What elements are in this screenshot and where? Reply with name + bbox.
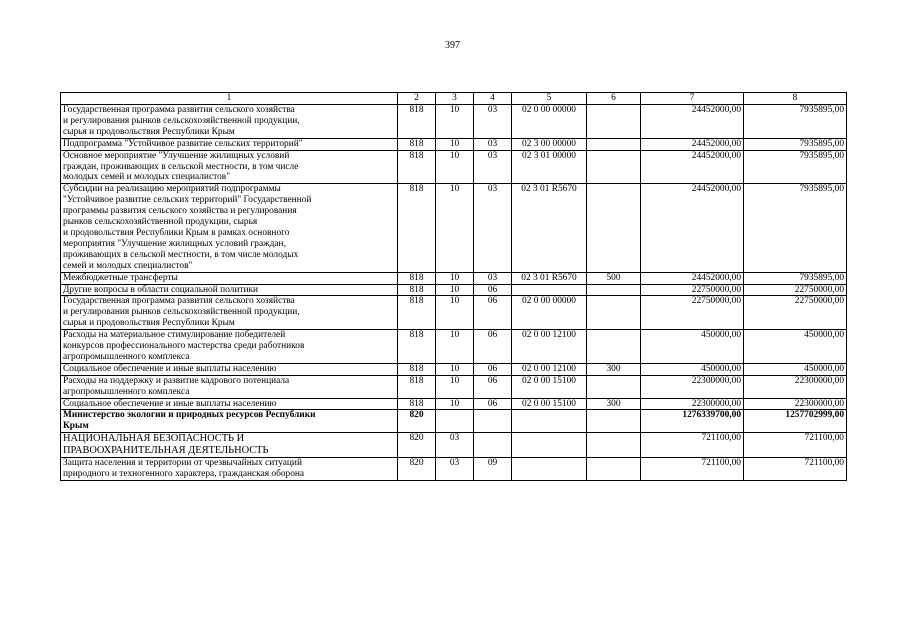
row-grbs-cell: 818	[398, 398, 436, 410]
header-row	[61, 93, 847, 105]
row-name-cell: Социальное обеспечение и иные выплаты населению	[61, 363, 398, 375]
row-subsection-cell: 03	[474, 105, 512, 139]
row-amount-2-cell: 22300000,00	[744, 375, 847, 398]
table-row	[61, 458, 847, 481]
row-amount-1-cell: 22750000,00	[641, 284, 744, 296]
row-grbs-cell: 820	[398, 433, 436, 458]
row-name-cell: Расходы на материальное стимулирование победителей конкурсов профессионального мастерства среди работников агропромышленного комплекса	[61, 330, 398, 364]
row-subsection-cell: 03	[474, 272, 512, 284]
row-subsection-cell: 06	[474, 330, 512, 364]
row-subsection-cell	[474, 433, 512, 458]
row-name-cell: Государственная программа развития сельского хозяйства и регулирования рынков сельскохозяйственной продукции, сырья и продовольствия Республики Крым	[61, 296, 398, 330]
header-cell: 4	[474, 93, 512, 105]
row-grbs-cell: 820	[398, 410, 436, 433]
row-amount-1-cell: 450000,00	[641, 330, 744, 364]
row-amount-2-cell: 1257702999,00	[744, 410, 847, 433]
row-amount-1-cell: 1276339700,00	[641, 410, 744, 433]
row-expense-type-cell: 300	[587, 363, 641, 375]
row-subsection-cell: 03	[474, 184, 512, 272]
header-cell: 7	[641, 93, 744, 105]
page-number: 397	[445, 40, 460, 51]
row-target-article-cell: 02 0 00 12100	[512, 330, 587, 364]
row-name-cell: Подпрограмма "Устойчивое развитие сельских территорий"	[61, 138, 398, 150]
table-body	[61, 105, 847, 481]
row-grbs-cell: 818	[398, 363, 436, 375]
row-target-article-cell: 02 3 01 00000	[512, 150, 587, 184]
row-amount-2-cell: 22750000,00	[744, 296, 847, 330]
row-section-cell: 10	[436, 284, 474, 296]
row-expense-type-cell	[587, 375, 641, 398]
row-amount-2-cell: 721100,00	[744, 458, 847, 481]
row-amount-2-cell: 7935895,00	[744, 272, 847, 284]
row-section-cell	[436, 410, 474, 433]
row-expense-type-cell	[587, 433, 641, 458]
table-row	[61, 433, 847, 458]
row-grbs-cell: 818	[398, 296, 436, 330]
row-target-article-cell	[512, 284, 587, 296]
table-row	[61, 375, 847, 398]
row-grbs-cell: 818	[398, 184, 436, 272]
row-amount-2-cell: 7935895,00	[744, 105, 847, 139]
row-expense-type-cell	[587, 105, 641, 139]
row-target-article-cell: 02 0 00 00000	[512, 105, 587, 139]
row-amount-1-cell: 24452000,00	[641, 272, 744, 284]
row-name-cell: Субсидии на реализацию мероприятий подпрограммы "Устойчивое развитие сельских территорий" Государственной программы развития сельского хозяйства и регулирования рынков сельскохозяйственной продукции, сырья и продовольствия Республики Крым в рамках основного мероприятия "Улучшение жилищных условий граждан, проживающих в сельской местности, в том числе молодых семей и молодых специалистов"	[61, 184, 398, 272]
table-row	[61, 398, 847, 410]
row-name-cell: Государственная программа развития сельского хозяйства и регулирования рынков сельскохозяйственной продукции, сырья и продовольствия Республики Крым	[61, 105, 398, 139]
row-expense-type-cell	[587, 138, 641, 150]
row-expense-type-cell	[587, 150, 641, 184]
row-amount-2-cell: 450000,00	[744, 330, 847, 364]
row-amount-2-cell: 22750000,00	[744, 284, 847, 296]
row-grbs-cell: 818	[398, 138, 436, 150]
row-amount-1-cell: 24452000,00	[641, 138, 744, 150]
row-amount-1-cell: 24452000,00	[641, 150, 744, 184]
row-amount-1-cell: 22750000,00	[641, 296, 744, 330]
row-target-article-cell: 02 3 00 00000	[512, 138, 587, 150]
row-subsection-cell: 03	[474, 138, 512, 150]
row-amount-2-cell: 7935895,00	[744, 138, 847, 150]
row-section-cell: 10	[436, 150, 474, 184]
header-cell: 6	[587, 93, 641, 105]
row-section-cell: 10	[436, 363, 474, 375]
row-subsection-cell: 06	[474, 296, 512, 330]
row-target-article-cell: 02 0 00 00000	[512, 296, 587, 330]
row-target-article-cell: 02 0 00 15100	[512, 398, 587, 410]
row-grbs-cell: 818	[398, 272, 436, 284]
table-row	[61, 296, 847, 330]
row-expense-type-cell	[587, 284, 641, 296]
table-row	[61, 272, 847, 284]
row-name-cell: Расходы на поддержку и развитие кадрового потенциала агропромышленного комплекса	[61, 375, 398, 398]
row-amount-1-cell: 24452000,00	[641, 184, 744, 272]
row-section-cell: 10	[436, 398, 474, 410]
row-name-cell: Другие вопросы в области социальной политики	[61, 284, 398, 296]
row-grbs-cell: 818	[398, 150, 436, 184]
row-name-cell: Социальное обеспечение и иные выплаты населению	[61, 398, 398, 410]
budget-table	[60, 92, 847, 481]
row-amount-1-cell: 24452000,00	[641, 105, 744, 139]
row-section-cell: 10	[436, 375, 474, 398]
table-row	[61, 138, 847, 150]
row-target-article-cell: 02 3 01 R5670	[512, 184, 587, 272]
row-grbs-cell: 818	[398, 105, 436, 139]
row-subsection-cell: 06	[474, 363, 512, 375]
row-expense-type-cell	[587, 184, 641, 272]
row-target-article-cell: 02 3 01 R5670	[512, 272, 587, 284]
row-grbs-cell: 818	[398, 375, 436, 398]
row-subsection-cell	[474, 410, 512, 433]
table-row	[61, 330, 847, 364]
row-name-cell: Защита населения и территории от чрезвычайных ситуаций природного и техногенного характера, гражданская оборона	[61, 458, 398, 481]
row-name-cell: Основное мероприятие "Улучшение жилищных условий граждан, проживающих в сельской местности, в том числе молодых семей и молодых специалистов"	[61, 150, 398, 184]
table-row	[61, 363, 847, 375]
row-subsection-cell: 06	[474, 398, 512, 410]
table-row	[61, 150, 847, 184]
row-target-article-cell	[512, 458, 587, 481]
header-cell: 1	[61, 93, 398, 105]
row-expense-type-cell	[587, 330, 641, 364]
table-row	[61, 184, 847, 272]
header-cell: 5	[512, 93, 587, 105]
row-grbs-cell: 818	[398, 330, 436, 364]
row-amount-1-cell: 450000,00	[641, 363, 744, 375]
row-name-cell: Министерство экологии и природных ресурсов Республики Крым	[61, 410, 398, 433]
row-target-article-cell: 02 0 00 12100	[512, 363, 587, 375]
row-target-article-cell	[512, 433, 587, 458]
header-cell: 8	[744, 93, 847, 105]
row-name-cell: Межбюджетные трансферты	[61, 272, 398, 284]
row-amount-1-cell: 22300000,00	[641, 398, 744, 410]
row-section-cell: 10	[436, 105, 474, 139]
row-subsection-cell: 06	[474, 375, 512, 398]
table-row	[61, 284, 847, 296]
row-amount-2-cell: 7935895,00	[744, 150, 847, 184]
row-amount-1-cell: 721100,00	[641, 433, 744, 458]
row-target-article-cell: 02 0 00 15100	[512, 375, 587, 398]
row-expense-type-cell	[587, 458, 641, 481]
header-cell: 2	[398, 93, 436, 105]
row-amount-1-cell: 22300000,00	[641, 375, 744, 398]
row-expense-type-cell: 500	[587, 272, 641, 284]
row-section-cell: 10	[436, 184, 474, 272]
row-subsection-cell: 06	[474, 284, 512, 296]
row-grbs-cell: 820	[398, 458, 436, 481]
row-target-article-cell	[512, 410, 587, 433]
header-cell: 3	[436, 93, 474, 105]
row-amount-2-cell: 22300000,00	[744, 398, 847, 410]
row-section-cell: 10	[436, 272, 474, 284]
row-amount-2-cell: 7935895,00	[744, 184, 847, 272]
row-section-cell: 03	[436, 458, 474, 481]
row-name-cell: НАЦИОНАЛЬНАЯ БЕЗОПАСНОСТЬ И ПРАВООХРАНИТЕЛЬНАЯ ДЕЯТЕЛЬНОСТЬ	[61, 433, 398, 458]
row-amount-1-cell: 721100,00	[641, 458, 744, 481]
row-grbs-cell: 818	[398, 284, 436, 296]
row-section-cell: 10	[436, 138, 474, 150]
row-section-cell: 10	[436, 330, 474, 364]
row-expense-type-cell	[587, 296, 641, 330]
table-row	[61, 105, 847, 139]
row-amount-2-cell: 721100,00	[744, 433, 847, 458]
row-section-cell: 03	[436, 433, 474, 458]
row-subsection-cell: 03	[474, 150, 512, 184]
row-amount-2-cell: 450000,00	[744, 363, 847, 375]
table-row	[61, 410, 847, 433]
row-section-cell: 10	[436, 296, 474, 330]
row-expense-type-cell	[587, 410, 641, 433]
row-subsection-cell: 09	[474, 458, 512, 481]
row-expense-type-cell: 300	[587, 398, 641, 410]
